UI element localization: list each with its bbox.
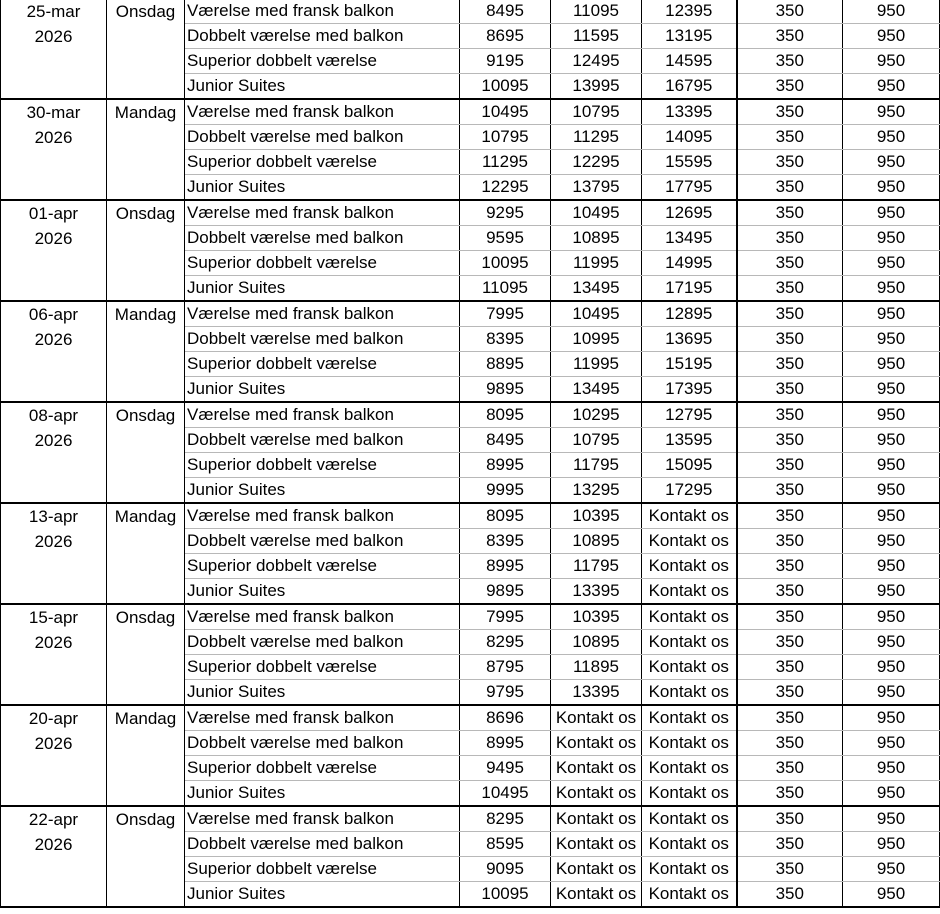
extra-col-2-cell: 950 <box>843 554 940 579</box>
price-col-1-cell: 8995 <box>460 453 551 478</box>
extra-col-1-cell: 350 <box>737 806 843 832</box>
price-col-1-cell: 8696 <box>460 705 551 731</box>
date-cell <box>1 604 107 705</box>
price-col-1-cell: 10095 <box>460 251 551 276</box>
room-type-cell: Junior Suites <box>185 882 460 908</box>
price-col-2-cell: 10895 <box>551 630 642 655</box>
date-cell <box>1 806 107 907</box>
price-col-2-cell: 10895 <box>551 529 642 554</box>
price-col-2-cell: Kontakt os <box>551 882 642 908</box>
extra-col-2-cell: 950 <box>843 655 940 680</box>
extra-col-1-cell: 350 <box>737 579 843 605</box>
price-col-1-cell: 8995 <box>460 731 551 756</box>
extra-col-2-cell: 950 <box>843 781 940 807</box>
extra-col-2-cell: 950 <box>843 806 940 832</box>
year-label: 2026 <box>34 431 73 450</box>
room-type-cell: Superior dobbelt værelse <box>185 756 460 781</box>
date-label: 15-apr <box>28 608 79 627</box>
price-col-2-cell: 11795 <box>551 453 642 478</box>
price-col-2-cell: 13995 <box>551 74 642 100</box>
room-type-cell: Junior Suites <box>185 377 460 403</box>
extra-col-1-cell: 350 <box>737 301 843 327</box>
price-col-3-cell: Kontakt os <box>642 529 737 554</box>
extra-col-1-cell: 350 <box>737 478 843 504</box>
extra-col-2-cell: 950 <box>843 882 940 908</box>
extra-col-1-cell: 350 <box>737 554 843 579</box>
price-col-2-cell: 12495 <box>551 49 642 74</box>
price-col-2-cell: 10495 <box>551 301 642 327</box>
date-label: 06-apr <box>28 305 79 324</box>
price-col-2-cell: 10995 <box>551 327 642 352</box>
price-col-3-cell: 13395 <box>642 99 737 125</box>
date-cell <box>1 301 107 402</box>
price-col-2-cell: 10795 <box>551 428 642 453</box>
extra-col-2-cell: 950 <box>843 24 940 49</box>
extra-col-1-cell: 350 <box>737 150 843 175</box>
extra-col-1-cell: 350 <box>737 74 843 100</box>
price-col-2-cell: 10895 <box>551 226 642 251</box>
price-col-2-cell: Kontakt os <box>551 756 642 781</box>
weekday-cell: Mandag <box>107 301 185 402</box>
price-col-3-cell: 12695 <box>642 200 737 226</box>
extra-col-2-cell: 950 <box>843 200 940 226</box>
table-row <box>1 604 940 630</box>
room-type-cell: Værelse med fransk balkon <box>185 200 460 226</box>
extra-col-2-cell: 950 <box>843 756 940 781</box>
price-col-3-cell: Kontakt os <box>642 705 737 731</box>
year-label: 2026 <box>34 128 73 147</box>
room-type-cell: Værelse med fransk balkon <box>185 301 460 327</box>
extra-col-2-cell: 950 <box>843 478 940 504</box>
year-label: 2026 <box>34 633 73 652</box>
date-cell <box>1 99 107 200</box>
extra-col-1-cell: 350 <box>737 226 843 251</box>
extra-col-1-cell: 350 <box>737 0 843 24</box>
extra-col-2-cell: 950 <box>843 428 940 453</box>
price-col-1-cell: 9295 <box>460 200 551 226</box>
price-col-2-cell: 11995 <box>551 251 642 276</box>
year-label: 2026 <box>34 27 73 46</box>
extra-col-2-cell: 950 <box>843 175 940 201</box>
price-col-3-cell: 17395 <box>642 377 737 403</box>
extra-col-2-cell: 950 <box>843 352 940 377</box>
extra-col-2-cell: 950 <box>843 503 940 529</box>
price-col-1-cell: 8395 <box>460 327 551 352</box>
price-col-2-cell: 11295 <box>551 125 642 150</box>
price-col-3-cell: Kontakt os <box>642 604 737 630</box>
price-col-2-cell: 12295 <box>551 150 642 175</box>
price-col-3-cell: 14595 <box>642 49 737 74</box>
year-label: 2026 <box>34 229 73 248</box>
price-col-3-cell: 12795 <box>642 402 737 428</box>
price-col-3-cell: Kontakt os <box>642 655 737 680</box>
date-cell <box>1 705 107 806</box>
price-col-1-cell: 7995 <box>460 301 551 327</box>
extra-col-1-cell: 350 <box>737 705 843 731</box>
price-col-1-cell: 10795 <box>460 125 551 150</box>
extra-col-2-cell: 950 <box>843 276 940 302</box>
room-type-cell: Værelse med fransk balkon <box>185 402 460 428</box>
room-type-cell: Junior Suites <box>185 478 460 504</box>
price-col-3-cell: Kontakt os <box>642 554 737 579</box>
room-type-cell: Superior dobbelt værelse <box>185 453 460 478</box>
price-col-3-cell: 13595 <box>642 428 737 453</box>
table-row <box>1 806 940 832</box>
weekday-cell: Mandag <box>107 705 185 806</box>
price-col-1-cell: 9895 <box>460 377 551 403</box>
extra-col-1-cell: 350 <box>737 731 843 756</box>
price-col-1-cell: 8695 <box>460 24 551 49</box>
price-col-3-cell: 13495 <box>642 226 737 251</box>
extra-col-1-cell: 350 <box>737 453 843 478</box>
price-col-2-cell: 10495 <box>551 200 642 226</box>
extra-col-2-cell: 950 <box>843 604 940 630</box>
extra-col-1-cell: 350 <box>737 428 843 453</box>
price-col-2-cell: 11095 <box>551 0 642 24</box>
price-col-1-cell: 9095 <box>460 857 551 882</box>
price-col-1-cell: 10495 <box>460 99 551 125</box>
price-col-3-cell: 16795 <box>642 74 737 100</box>
price-col-3-cell: Kontakt os <box>642 630 737 655</box>
price-col-2-cell: Kontakt os <box>551 731 642 756</box>
price-col-1-cell: 8295 <box>460 630 551 655</box>
price-col-1-cell: 8995 <box>460 554 551 579</box>
room-type-cell: Dobbelt værelse med balkon <box>185 529 460 554</box>
extra-col-1-cell: 350 <box>737 352 843 377</box>
table-row <box>1 200 940 226</box>
table-row <box>1 503 940 529</box>
room-type-cell: Superior dobbelt værelse <box>185 49 460 74</box>
room-type-cell: Junior Suites <box>185 579 460 605</box>
room-type-cell: Junior Suites <box>185 781 460 807</box>
room-type-cell: Dobbelt værelse med balkon <box>185 125 460 150</box>
date-label: 01-apr <box>28 204 79 223</box>
price-col-3-cell: Kontakt os <box>642 857 737 882</box>
room-type-cell: Dobbelt værelse med balkon <box>185 226 460 251</box>
extra-col-1-cell: 350 <box>737 327 843 352</box>
date-cell <box>1 0 107 99</box>
extra-col-1-cell: 350 <box>737 832 843 857</box>
price-col-2-cell: 11595 <box>551 24 642 49</box>
room-type-cell: Værelse med fransk balkon <box>185 806 460 832</box>
price-col-1-cell: 9895 <box>460 579 551 605</box>
extra-col-2-cell: 950 <box>843 630 940 655</box>
extra-col-1-cell: 350 <box>737 655 843 680</box>
price-col-3-cell: Kontakt os <box>642 579 737 605</box>
price-col-2-cell: 13495 <box>551 276 642 302</box>
weekday-cell: Onsdag <box>107 604 185 705</box>
room-type-cell: Værelse med fransk balkon <box>185 503 460 529</box>
price-col-3-cell: 14995 <box>642 251 737 276</box>
table-row <box>1 99 940 125</box>
weekday-cell: Onsdag <box>107 0 185 99</box>
price-col-3-cell: Kontakt os <box>642 832 737 857</box>
date-label: 20-apr <box>28 709 79 728</box>
price-col-2-cell: Kontakt os <box>551 806 642 832</box>
table-row <box>1 402 940 428</box>
table-row <box>1 301 940 327</box>
extra-col-1-cell: 350 <box>737 529 843 554</box>
price-col-3-cell: 12895 <box>642 301 737 327</box>
table-row <box>1 0 940 24</box>
weekday-cell: Onsdag <box>107 402 185 503</box>
extra-col-1-cell: 350 <box>737 882 843 908</box>
price-col-2-cell: Kontakt os <box>551 705 642 731</box>
year-label: 2026 <box>34 734 73 753</box>
room-type-cell: Superior dobbelt værelse <box>185 251 460 276</box>
price-col-2-cell: 11995 <box>551 352 642 377</box>
room-type-cell: Superior dobbelt værelse <box>185 150 460 175</box>
price-col-3-cell: Kontakt os <box>642 882 737 908</box>
price-col-1-cell: 10095 <box>460 882 551 908</box>
price-col-1-cell: 12295 <box>460 175 551 201</box>
extra-col-2-cell: 950 <box>843 529 940 554</box>
extra-col-2-cell: 950 <box>843 74 940 100</box>
extra-col-2-cell: 950 <box>843 731 940 756</box>
room-type-cell: Junior Suites <box>185 175 460 201</box>
price-col-3-cell: 13195 <box>642 24 737 49</box>
price-col-3-cell: Kontakt os <box>642 781 737 807</box>
price-col-1-cell: 9995 <box>460 478 551 504</box>
extra-col-2-cell: 950 <box>843 402 940 428</box>
price-col-2-cell: 10795 <box>551 99 642 125</box>
weekday-cell: Onsdag <box>107 200 185 301</box>
extra-col-2-cell: 950 <box>843 857 940 882</box>
date-cell <box>1 200 107 301</box>
room-type-cell: Superior dobbelt værelse <box>185 554 460 579</box>
price-col-3-cell: Kontakt os <box>642 756 737 781</box>
extra-col-1-cell: 350 <box>737 503 843 529</box>
price-col-3-cell: Kontakt os <box>642 806 737 832</box>
extra-col-1-cell: 350 <box>737 402 843 428</box>
price-col-3-cell: 15095 <box>642 453 737 478</box>
price-col-2-cell: 10295 <box>551 402 642 428</box>
room-type-cell: Dobbelt værelse med balkon <box>185 731 460 756</box>
price-col-2-cell: 13395 <box>551 579 642 605</box>
price-col-2-cell: Kontakt os <box>551 832 642 857</box>
extra-col-1-cell: 350 <box>737 276 843 302</box>
price-col-1-cell: 8095 <box>460 503 551 529</box>
price-col-2-cell: 11895 <box>551 655 642 680</box>
year-label: 2026 <box>34 532 73 551</box>
table-body <box>1 0 940 907</box>
extra-col-2-cell: 950 <box>843 579 940 605</box>
price-col-3-cell: 15195 <box>642 352 737 377</box>
price-col-2-cell: Kontakt os <box>551 857 642 882</box>
price-col-3-cell: Kontakt os <box>642 731 737 756</box>
extra-col-1-cell: 350 <box>737 99 843 125</box>
price-col-1-cell: 8395 <box>460 529 551 554</box>
room-type-cell: Superior dobbelt værelse <box>185 857 460 882</box>
price-col-2-cell: 13395 <box>551 680 642 706</box>
price-col-1-cell: 8895 <box>460 352 551 377</box>
date-label: 25-mar <box>26 2 81 21</box>
price-col-1-cell: 9595 <box>460 226 551 251</box>
room-type-cell: Superior dobbelt værelse <box>185 655 460 680</box>
room-type-cell: Dobbelt værelse med balkon <box>185 832 460 857</box>
room-type-cell: Junior Suites <box>185 74 460 100</box>
extra-col-2-cell: 950 <box>843 150 940 175</box>
extra-col-1-cell: 350 <box>737 680 843 706</box>
extra-col-1-cell: 350 <box>737 24 843 49</box>
extra-col-1-cell: 350 <box>737 251 843 276</box>
price-col-3-cell: 14095 <box>642 125 737 150</box>
extra-col-2-cell: 950 <box>843 226 940 251</box>
date-cell <box>1 402 107 503</box>
room-type-cell: Dobbelt værelse med balkon <box>185 24 460 49</box>
room-type-cell: Værelse med fransk balkon <box>185 705 460 731</box>
extra-col-1-cell: 350 <box>737 756 843 781</box>
extra-col-2-cell: 950 <box>843 49 940 74</box>
extra-col-2-cell: 950 <box>843 680 940 706</box>
room-type-cell: Dobbelt værelse med balkon <box>185 428 460 453</box>
extra-col-1-cell: 350 <box>737 857 843 882</box>
price-col-3-cell: Kontakt os <box>642 503 737 529</box>
price-col-2-cell: 13295 <box>551 478 642 504</box>
room-type-cell: Værelse med fransk balkon <box>185 99 460 125</box>
price-col-1-cell: 8595 <box>460 832 551 857</box>
price-col-2-cell: 13795 <box>551 175 642 201</box>
price-col-1-cell: 8095 <box>460 402 551 428</box>
weekday-cell: Mandag <box>107 99 185 200</box>
room-type-cell: Værelse med fransk balkon <box>185 0 460 24</box>
extra-col-2-cell: 950 <box>843 705 940 731</box>
price-col-2-cell: 11795 <box>551 554 642 579</box>
price-col-1-cell: 11095 <box>460 276 551 302</box>
date-label: 22-apr <box>28 810 79 829</box>
table-row <box>1 705 940 731</box>
weekday-cell: Onsdag <box>107 806 185 907</box>
extra-col-2-cell: 950 <box>843 327 940 352</box>
extra-col-2-cell: 950 <box>843 99 940 125</box>
extra-col-1-cell: 350 <box>737 781 843 807</box>
room-type-cell: Dobbelt værelse med balkon <box>185 630 460 655</box>
price-col-1-cell: 9495 <box>460 756 551 781</box>
extra-col-1-cell: 350 <box>737 630 843 655</box>
price-col-3-cell: 15595 <box>642 150 737 175</box>
year-label: 2026 <box>34 330 73 349</box>
date-label: 08-apr <box>28 406 79 425</box>
room-type-cell: Værelse med fransk balkon <box>185 604 460 630</box>
date-cell <box>1 503 107 604</box>
extra-col-1-cell: 350 <box>737 125 843 150</box>
price-col-2-cell: 13495 <box>551 377 642 403</box>
price-col-1-cell: 8495 <box>460 0 551 24</box>
price-col-3-cell: 12395 <box>642 0 737 24</box>
extra-col-1-cell: 350 <box>737 377 843 403</box>
price-col-2-cell: 10395 <box>551 503 642 529</box>
room-type-cell: Junior Suites <box>185 680 460 706</box>
year-label: 2026 <box>34 835 73 854</box>
weekday-cell: Mandag <box>107 503 185 604</box>
price-col-3-cell: 17295 <box>642 478 737 504</box>
price-col-1-cell: 9195 <box>460 49 551 74</box>
price-col-1-cell: 10495 <box>460 781 551 807</box>
extra-col-2-cell: 950 <box>843 301 940 327</box>
date-label: 30-mar <box>26 103 81 122</box>
extra-col-2-cell: 950 <box>843 377 940 403</box>
extra-col-2-cell: 950 <box>843 453 940 478</box>
price-col-1-cell: 7995 <box>460 604 551 630</box>
room-type-cell: Junior Suites <box>185 276 460 302</box>
price-col-1-cell: 11295 <box>460 150 551 175</box>
price-col-1-cell: 9795 <box>460 680 551 706</box>
extra-col-1-cell: 350 <box>737 604 843 630</box>
extra-col-1-cell: 350 <box>737 175 843 201</box>
price-col-1-cell: 8495 <box>460 428 551 453</box>
extra-col-1-cell: 350 <box>737 200 843 226</box>
extra-col-1-cell: 350 <box>737 49 843 74</box>
room-type-cell: Superior dobbelt værelse <box>185 352 460 377</box>
price-col-2-cell: Kontakt os <box>551 781 642 807</box>
price-col-1-cell: 8795 <box>460 655 551 680</box>
extra-col-2-cell: 950 <box>843 0 940 24</box>
price-col-3-cell: 17795 <box>642 175 737 201</box>
price-col-2-cell: 10395 <box>551 604 642 630</box>
price-col-1-cell: 8295 <box>460 806 551 832</box>
price-col-3-cell: Kontakt os <box>642 680 737 706</box>
price-col-3-cell: 13695 <box>642 327 737 352</box>
room-type-cell: Dobbelt værelse med balkon <box>185 327 460 352</box>
date-label: 13-apr <box>28 507 79 526</box>
price-col-3-cell: 17195 <box>642 276 737 302</box>
extra-col-2-cell: 950 <box>843 251 940 276</box>
extra-col-2-cell: 950 <box>843 832 940 857</box>
extra-col-2-cell: 950 <box>843 125 940 150</box>
price-col-1-cell: 10095 <box>460 74 551 100</box>
